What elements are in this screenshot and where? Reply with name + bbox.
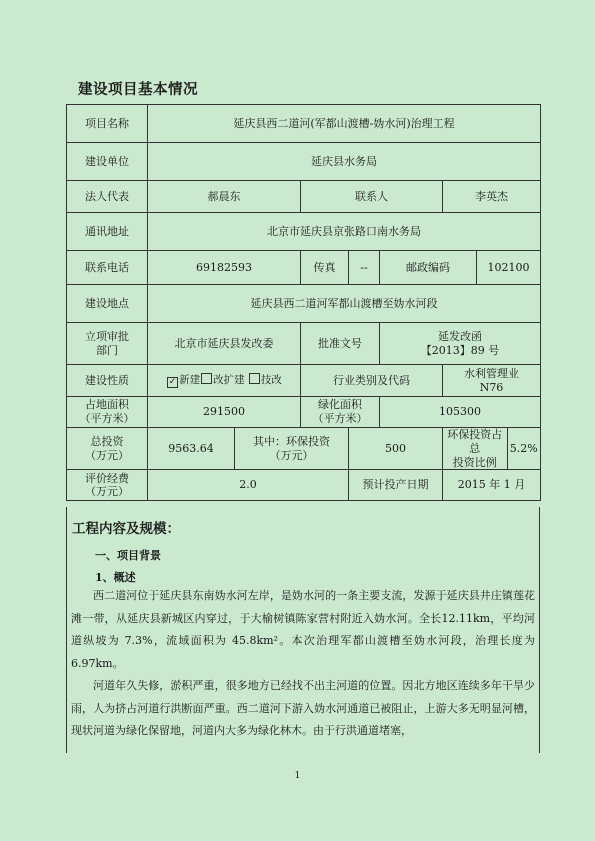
page-title: 建设项目基本情况: [78, 81, 198, 98]
row-construction-unit: [67, 143, 541, 181]
label-env-line1: 其中：环保投资: [253, 434, 330, 448]
label-fax: 传真: [301, 251, 349, 285]
label-phone: 联系电话: [67, 251, 148, 285]
value-fax: --: [349, 251, 380, 285]
option-new: 新建: [179, 374, 201, 386]
paragraph-overview: 西二道河位于延庆县东南妫水河左岸，是妫水河的一条主要支流，发源于延庆县井庄镇莲花滩一带，从延庆县新城区内穿过，于大榆树镇陈家营村附近入妫水河。全长12.11km，平均河道纵坡为 7.3%，流域面积为 45.8km²。本次治理军都山渡槽至妫水河段，治理长度为 6.97km。: [71, 589, 535, 670]
label-env-ratio-text: [443, 428, 507, 469]
label-construction-unit: 建设单位: [67, 143, 148, 181]
row-legal-rep: [67, 181, 541, 213]
label-env-investment: [235, 428, 349, 470]
value-green-area: 105300: [380, 397, 541, 428]
label-green-area: [301, 397, 380, 428]
row-project-name: [67, 105, 541, 143]
label-approval-line1: 立项审批: [85, 329, 129, 343]
value-area: 291500: [148, 397, 301, 428]
value-env-investment: 500: [349, 428, 443, 470]
label-approval: [67, 323, 148, 365]
label-production-date: 预计投产日期: [349, 470, 443, 501]
label-evaluation-line2: （万元）: [85, 485, 129, 499]
value-evaluation: 2.0: [148, 470, 349, 501]
value-phone: 69182593: [148, 251, 301, 285]
value-address: 北京市延庆县京张路口南水务局: [148, 213, 541, 251]
value-nature: [148, 365, 301, 397]
value-approval: 北京市延庆县发改委: [148, 323, 301, 365]
section-heading-overview: 1、概述: [95, 571, 136, 584]
label-green-line1: 绿化面积: [318, 398, 362, 412]
label-contact: 联系人: [301, 181, 443, 213]
label-evaluation-line1: 评价经费: [85, 471, 129, 485]
label-investment-line2: （万元）: [85, 448, 129, 462]
row-approval: [67, 323, 541, 365]
checkbox-tech[interactable]: [249, 373, 260, 384]
row-address: [67, 213, 541, 251]
label-investment: [67, 428, 148, 470]
project-info-table: [66, 104, 541, 501]
value-approval-doc-line2: 【2013】89 号: [420, 343, 500, 357]
value-industry: [443, 365, 541, 397]
label-green-line2: （平方米）: [312, 412, 368, 425]
scope-title: 工程内容及规模：: [72, 521, 180, 537]
value-project-name: 延庆县西二道河(军都山渡槽-妫水河)治理工程: [148, 105, 541, 143]
value-industry-line1: 水利管理业: [464, 366, 519, 380]
label-investment-line1: 总投资: [90, 434, 124, 448]
row-evaluation: [67, 470, 541, 501]
value-production-date: 2015 年 1 月: [443, 470, 541, 501]
label-industry: 行业类别及代码: [301, 365, 443, 397]
ratio-cell: [443, 428, 541, 470]
row-area: [67, 397, 541, 428]
value-approval-doc-line1: 延发改函: [438, 329, 482, 343]
value-approval-doc: [380, 323, 541, 365]
label-project-name: 项目名称: [67, 105, 148, 143]
row-phone: [67, 251, 541, 285]
label-location: 建设地点: [67, 285, 148, 323]
label-ratio-line2: 投资比例: [452, 455, 497, 469]
section-heading-background: 一、项目背景: [95, 549, 161, 562]
value-contact: 李英杰: [443, 181, 541, 213]
label-area: [67, 397, 148, 428]
label-env-line2: （万元）: [269, 448, 314, 462]
label-ratio-line1: 环保投资占总: [447, 428, 503, 455]
value-industry-line2: N76: [479, 380, 504, 394]
row-nature: [67, 365, 541, 397]
paragraph-status: 河道年久失修，淤积严重，很多地方已经找不出主河道的位置。因北方地区连续多年干旱少雨，人为挤占河道行洪断面严重。西二道河下游入妫水河通道已被阻止，上游大多无明显河槽，现状河道为绿化保留地，河道内大多为绿化林木。由于行洪通道堵塞，: [71, 679, 535, 737]
value-postcode: 102100: [477, 251, 541, 285]
value-investment: 9563.64: [148, 428, 235, 470]
label-postcode: 邮政编码: [380, 251, 477, 285]
option-tech: 技改: [260, 374, 282, 386]
label-area-line2: （平方米）: [79, 412, 135, 425]
checkbox-new[interactable]: ✓: [168, 377, 177, 387]
label-nature: 建设性质: [67, 365, 148, 397]
value-construction-unit: 延庆县水务局: [148, 143, 541, 181]
row-investment: [67, 428, 541, 470]
page-number: 1: [294, 771, 301, 781]
project-scope-section: [66, 507, 540, 753]
value-location: 延庆县西二道河军都山渡槽至妫水河段: [148, 285, 541, 323]
label-approval-doc: 批准文号: [301, 323, 380, 365]
value-legal-rep: 郝晨东: [148, 181, 301, 213]
label-legal-rep: 法人代表: [67, 181, 148, 213]
label-area-line1: 占地面积: [85, 398, 129, 412]
label-approval-line2: 部门: [96, 343, 118, 357]
value-env-ratio: 5.2%: [509, 441, 538, 455]
label-address: 通讯地址: [67, 213, 148, 251]
row-location: [67, 285, 541, 323]
option-change: 改扩建: [213, 374, 245, 386]
ratio-subtable: [443, 428, 540, 469]
label-evaluation: [67, 470, 148, 501]
checkbox-change[interactable]: [201, 373, 212, 384]
